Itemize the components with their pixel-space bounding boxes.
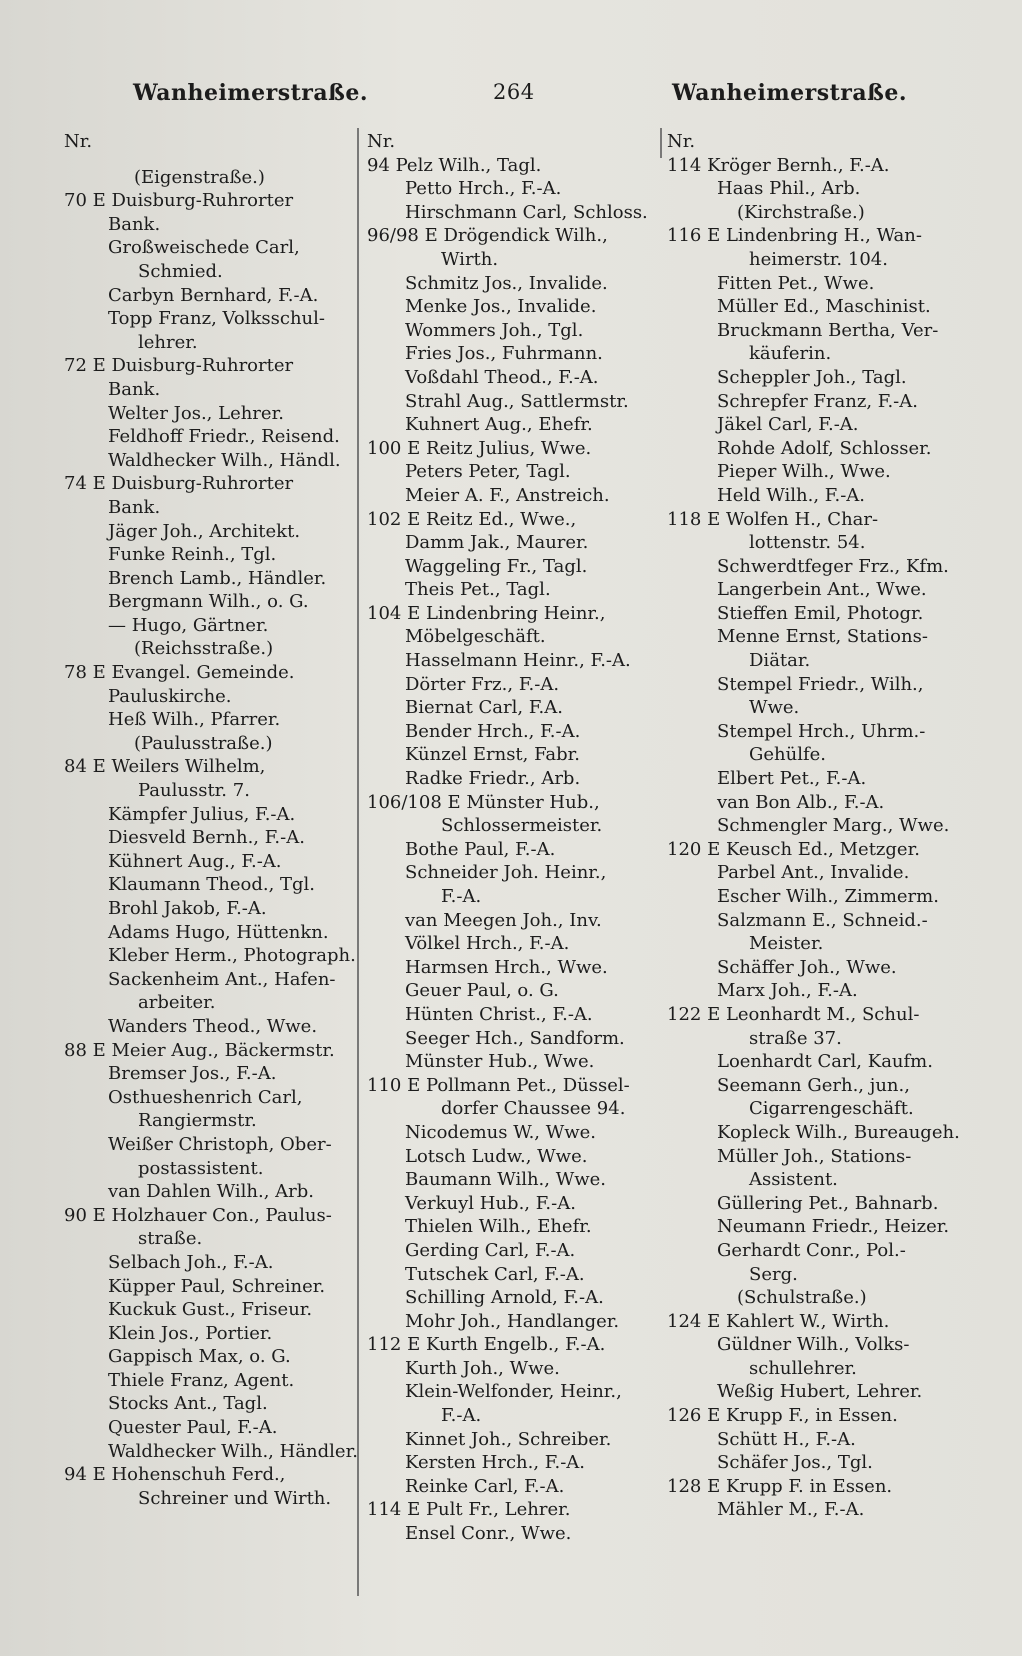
house-entry: 104 E Lindenbring Heinr.,: [367, 602, 606, 624]
resident-entry: Ensel Conr., Wwe.: [405, 1523, 572, 1545]
resident-entry: Haas Phil., Arb.: [717, 178, 861, 200]
resident-entry: Seemann Gerh., jun.,: [717, 1074, 910, 1096]
resident-entry: Müller Ed., Maschinist.: [717, 296, 931, 318]
entry-continuation: Schlossermeister.: [441, 815, 603, 837]
resident-entry: Funke Reinh., Tgl.: [108, 544, 277, 566]
house-entry: 70 E Duisburg-Ruhrorter: [64, 190, 294, 212]
resident-entry: Strahl Aug., Sattlermstr.: [405, 390, 629, 412]
resident-entry: Heß Wilh., Pfarrer.: [108, 709, 281, 731]
resident-entry: Adams Hugo, Hüttenkn.: [108, 921, 329, 943]
resident-entry: Waggeling Fr., Tagl.: [405, 555, 588, 577]
house-entry: 124 E Kahlert W., Wirth.: [667, 1310, 890, 1332]
house-entry: 112 E Kurth Engelb., F.-A.: [367, 1334, 606, 1356]
resident-entry: Topp Franz, Volksschul-: [108, 308, 325, 330]
house-entry: 100 E Reitz Julius, Wwe.: [367, 437, 592, 459]
resident-entry: Diesveld Bernh., F.-A.: [108, 827, 305, 849]
entry-continuation: F.-A.: [441, 886, 482, 907]
cross-street-heading: (Kirchstraße.): [737, 201, 865, 223]
resident-entry: Weßig Hubert, Lehrer.: [717, 1381, 923, 1403]
resident-entry: Quester Paul, F.-A.: [108, 1417, 278, 1439]
header-street-right: Wanheimerstraße.: [672, 80, 908, 106]
resident-entry: Bank.: [108, 496, 161, 518]
house-entry: 122 E Leonhardt M., Schul-: [667, 1003, 920, 1025]
resident-entry: Bremser Jos., F.-A.: [108, 1063, 277, 1085]
resident-entry: Schütt H., F.-A.: [717, 1428, 856, 1450]
resident-entry: Welter Jos., Lehrer.: [108, 402, 284, 424]
resident-entry: Theis Pet., Tagl.: [405, 579, 551, 601]
resident-entry: Elbert Pet., F.-A.: [717, 768, 867, 790]
column-2: [367, 130, 663, 1546]
house-entry: 96/98 E Drögendick Wilh.,: [367, 225, 608, 247]
resident-entry: Klaumann Theod., Tgl.: [108, 874, 316, 896]
resident-entry: Schäfer Jos., Tgl.: [717, 1452, 873, 1474]
resident-entry: Weißer Christoph, Ober-: [108, 1133, 332, 1155]
resident-entry: Stieffen Emil, Photogr.: [717, 602, 924, 624]
resident-entry: Pauluskirche.: [108, 685, 232, 707]
entry-continuation: dorfer Chaussee 94.: [441, 1098, 626, 1120]
resident-entry: Hasselmann Heinr., F.-A.: [405, 650, 631, 672]
resident-entry: Gerding Carl, F.-A.: [405, 1239, 576, 1261]
resident-entry: Kersten Hrch., F.-A.: [405, 1452, 586, 1474]
resident-entry: Schäffer Joh., Wwe.: [717, 956, 897, 978]
house-entry: 120 E Keusch Ed., Metzger.: [667, 838, 920, 860]
resident-entry: Dörter Frz., F.-A.: [405, 673, 560, 695]
house-entry: 94 E Hohenschuh Ferd.,: [64, 1464, 286, 1486]
entry-continuation: käuferin.: [749, 343, 832, 365]
resident-entry: Brohl Jakob, F.-A.: [108, 898, 267, 919]
resident-entry: Escher Wilh., Zimmerm.: [717, 886, 939, 907]
entry-continuation: lehrer.: [138, 331, 198, 353]
entry-continuation: arbeiter.: [138, 992, 216, 1014]
resident-entry: Hirschmann Carl, Schloss.: [405, 201, 648, 223]
resident-entry: Bank.: [108, 378, 161, 400]
resident-entry: Mähler M., F.-A.: [717, 1499, 865, 1521]
resident-entry: Pieper Wilh., Wwe.: [717, 461, 891, 483]
house-entry: 116 E Lindenbring H., Wan-: [667, 225, 922, 247]
resident-entry: Stempel Friedr., Wilh.,: [717, 673, 924, 695]
house-entry: 126 E Krupp F., in Essen.: [667, 1405, 898, 1427]
resident-entry: Fries Jos., Fuhrmann.: [405, 343, 603, 365]
house-entry: 106/108 E Münster Hub.,: [367, 791, 600, 813]
entry-continuation: Wirth.: [441, 248, 499, 270]
cross-street-heading: (Reichsstraße.): [134, 638, 274, 660]
resident-entry: Seeger Hch., Sandform.: [405, 1027, 625, 1049]
resident-entry: Loenhardt Carl, Kaufm.: [717, 1051, 933, 1073]
resident-entry: Lotsch Ludw., Wwe.: [405, 1145, 588, 1167]
resident-entry: Parbel Ant., Invalide.: [717, 862, 910, 884]
resident-entry: Möbelgeschäft.: [405, 626, 546, 648]
cross-street-heading: (Paulusstraße.): [134, 732, 273, 754]
entry-continuation: Schmied.: [138, 260, 223, 282]
resident-entry: Radke Friedr., Arb.: [405, 768, 581, 790]
entry-continuation: Assistent.: [749, 1169, 838, 1191]
resident-entry: Bender Hrch., F.-A.: [405, 720, 581, 742]
resident-entry: Künzel Ernst, Fabr.: [405, 744, 580, 766]
resident-entry: Brench Lamb., Händler.: [108, 567, 327, 589]
resident-entry: Reinke Carl, F.-A.: [405, 1475, 565, 1497]
page-number: 264: [493, 80, 535, 104]
resident-entry: Kleber Herm., Photograph.: [108, 945, 356, 967]
house-entry: 114 E Pult Fr., Lehrer.: [367, 1499, 571, 1521]
resident-entry: — Hugo, Gärtner.: [108, 614, 269, 636]
resident-entry: Müller Joh., Stations-: [717, 1145, 912, 1167]
resident-entry: Wommers Joh., Tgl.: [405, 319, 584, 341]
house-entry: 90 E Holzhauer Con., Paulus-: [64, 1204, 332, 1226]
resident-entry: Biernat Carl, F.A.: [405, 697, 563, 719]
resident-entry: Damm Jak., Maurer.: [405, 532, 589, 554]
resident-entry: Thiele Franz, Agent.: [108, 1369, 295, 1391]
resident-entry: Güllering Pet., Bahnarb.: [717, 1192, 939, 1214]
resident-entry: Meier A. F., Anstreich.: [405, 484, 610, 506]
header-street-left: Wanheimerstraße.: [133, 80, 369, 106]
entry-continuation: Cigarrengeschäft.: [749, 1098, 914, 1120]
resident-entry: Jäkel Carl, F.-A.: [717, 414, 859, 436]
entry-continuation: postassistent.: [138, 1157, 264, 1179]
resident-entry: Großweischede Carl,: [108, 237, 300, 259]
entry-continuation: Serg.: [749, 1263, 798, 1285]
resident-entry: Langerbein Ant., Wwe.: [717, 579, 927, 601]
resident-entry: Bothe Paul, F.-A.: [405, 838, 556, 860]
resident-entry: Jäger Joh., Architekt.: [108, 520, 301, 542]
resident-entry: Schilling Arnold, F.-A.: [405, 1287, 604, 1309]
entry-continuation: Gehülfe.: [749, 744, 827, 766]
resident-entry: Menne Ernst, Stations-: [717, 626, 928, 648]
resident-entry: Held Wilh., F.-A.: [717, 484, 866, 506]
entry-continuation: lottenstr. 54.: [749, 532, 866, 554]
house-entry: 72 E Duisburg-Ruhrorter: [64, 355, 294, 377]
resident-entry: Kurth Joh., Wwe.: [405, 1357, 560, 1379]
column-label: Nr.: [367, 131, 396, 152]
resident-entry: Bergmann Wilh., o. G.: [108, 591, 309, 613]
entry-continuation: Rangiermstr.: [138, 1110, 257, 1132]
resident-entry: Sackenheim Ant., Hafen-: [108, 968, 336, 990]
resident-entry: Harmsen Hrch., Wwe.: [405, 956, 608, 978]
resident-entry: Kuhnert Aug., Ehefr.: [405, 414, 593, 436]
column-3: [667, 130, 967, 1522]
column-label: Nr.: [667, 131, 696, 152]
resident-entry: Rohde Adolf, Schlosser.: [717, 437, 932, 459]
resident-entry: Geuer Paul, o. G.: [405, 980, 559, 1002]
resident-entry: Schwerdtfeger Frz., Kfm.: [717, 555, 949, 577]
resident-entry: Hünten Christ., F.-A.: [405, 1003, 593, 1025]
resident-entry: Nicodemus W., Wwe.: [405, 1121, 597, 1143]
resident-entry: Schmengler Marg., Wwe.: [717, 815, 950, 837]
resident-entry: Baumann Wilh., Wwe.: [405, 1169, 606, 1191]
resident-entry: Stocks Ant., Tagl.: [108, 1393, 268, 1415]
resident-entry: Schneider Joh. Heinr.,: [405, 862, 607, 884]
resident-entry: Selbach Joh., F.-A.: [108, 1251, 274, 1273]
resident-entry: Mohr Joh., Handlanger.: [405, 1310, 620, 1332]
house-entry: 74 E Duisburg-Ruhrorter: [64, 473, 294, 495]
resident-entry: Petto Hrch., F.-A.: [405, 178, 562, 200]
resident-entry: van Bon Alb., F.-A.: [717, 791, 885, 813]
column-1: [64, 130, 364, 1510]
resident-entry: Kühnert Aug., F.-A.: [108, 850, 282, 872]
entry-continuation: Paulusstr. 7.: [138, 780, 250, 802]
resident-entry: Klein-Welfonder, Heinr.,: [405, 1381, 622, 1403]
house-entry: 110 E Pollmann Pet., Düssel-: [367, 1074, 630, 1096]
spacer: [64, 154, 364, 166]
column-label: Nr.: [64, 131, 93, 152]
resident-entry: Waldhecker Wilh., Händler.: [108, 1440, 358, 1462]
house-entry: 78 E Evangel. Gemeinde.: [64, 662, 295, 684]
resident-entry: Marx Joh., F.-A.: [717, 980, 858, 1002]
entry-continuation: straße 37.: [749, 1027, 842, 1049]
resident-entry: Kinnet Joh., Schreiber.: [405, 1428, 612, 1450]
resident-entry: Kämpfer Julius, F.-A.: [108, 803, 296, 825]
resident-entry: Schrepfer Franz, F.-A.: [717, 390, 918, 412]
resident-entry: Osthueshenrich Carl,: [108, 1086, 303, 1108]
resident-entry: Klein Jos., Portier.: [108, 1322, 273, 1344]
resident-entry: Bank.: [108, 213, 161, 235]
resident-entry: Völkel Hrch., F.-A.: [405, 933, 570, 955]
house-entry: 94 Pelz Wilh., Tagl.: [367, 154, 542, 176]
resident-entry: Kuckuk Gust., Friseur.: [108, 1299, 313, 1321]
resident-entry: Tutschek Carl, F.-A.: [405, 1263, 585, 1285]
resident-entry: Gerhardt Conr., Pol.-: [717, 1239, 906, 1261]
house-entry: 128 E Krupp F. in Essen.: [667, 1475, 893, 1497]
resident-entry: Küpper Paul, Schreiner.: [108, 1275, 326, 1297]
resident-entry: van Dahlen Wilh., Arb.: [108, 1181, 314, 1203]
resident-entry: Thielen Wilh., Ehefr.: [405, 1216, 592, 1238]
resident-entry: Voßdahl Theod., F.-A.: [405, 366, 599, 388]
entry-continuation: straße.: [138, 1228, 203, 1250]
entry-continuation: Diätar.: [749, 650, 811, 672]
entry-continuation: heimerstr. 104.: [749, 248, 888, 270]
entry-continuation: Meister.: [749, 933, 824, 955]
resident-entry: Salzmann E., Schneid.-: [717, 909, 928, 931]
resident-entry: Verkuyl Hub., F.-A.: [405, 1192, 576, 1214]
resident-entry: Carbyn Bernhard, F.-A.: [108, 284, 319, 306]
house-entry: 88 E Meier Aug., Bäckermstr.: [64, 1039, 335, 1061]
entry-continuation: Wwe.: [749, 697, 800, 719]
resident-entry: Bruckmann Bertha, Ver-: [717, 319, 939, 341]
resident-entry: Kopleck Wilh., Bureaugeh.: [717, 1121, 960, 1143]
cross-street-heading: (Schulstraße.): [737, 1287, 867, 1309]
resident-entry: Fitten Pet., Wwe.: [717, 272, 875, 294]
cross-street-heading: (Eigenstraße.): [134, 166, 265, 188]
resident-entry: van Meegen Joh., Inv.: [405, 909, 602, 931]
resident-entry: Gappisch Max, o. G.: [108, 1346, 291, 1368]
resident-entry: Schmitz Jos., Invalide.: [405, 272, 608, 294]
resident-entry: Scheppler Joh., Tagl.: [717, 366, 907, 388]
entry-continuation: schullehrer.: [749, 1357, 857, 1379]
resident-entry: Waldhecker Wilh., Händl.: [108, 449, 341, 471]
resident-entry: Menke Jos., Invalide.: [405, 296, 597, 318]
resident-entry: Peters Peter, Tagl.: [405, 461, 571, 483]
entry-continuation: Schreiner und Wirth.: [138, 1487, 332, 1509]
resident-entry: Neumann Friedr., Heizer.: [717, 1216, 950, 1238]
resident-entry: Güldner Wilh., Volks-: [717, 1334, 910, 1356]
resident-entry: Feldhoff Friedr., Reisend.: [108, 426, 340, 448]
resident-entry: Stempel Hrch., Uhrm.-: [717, 720, 926, 742]
house-entry: 118 E Wolfen H., Char-: [667, 508, 879, 530]
resident-entry: Wanders Theod., Wwe.: [108, 1015, 318, 1037]
house-entry: 102 E Reitz Ed., Wwe.,: [367, 508, 577, 530]
house-entry: 84 E Weilers Wilhelm,: [64, 756, 266, 778]
house-entry: 114 Kröger Bernh., F.-A.: [667, 154, 890, 176]
resident-entry: Münster Hub., Wwe.: [405, 1051, 595, 1073]
entry-continuation: F.-A.: [441, 1405, 482, 1427]
